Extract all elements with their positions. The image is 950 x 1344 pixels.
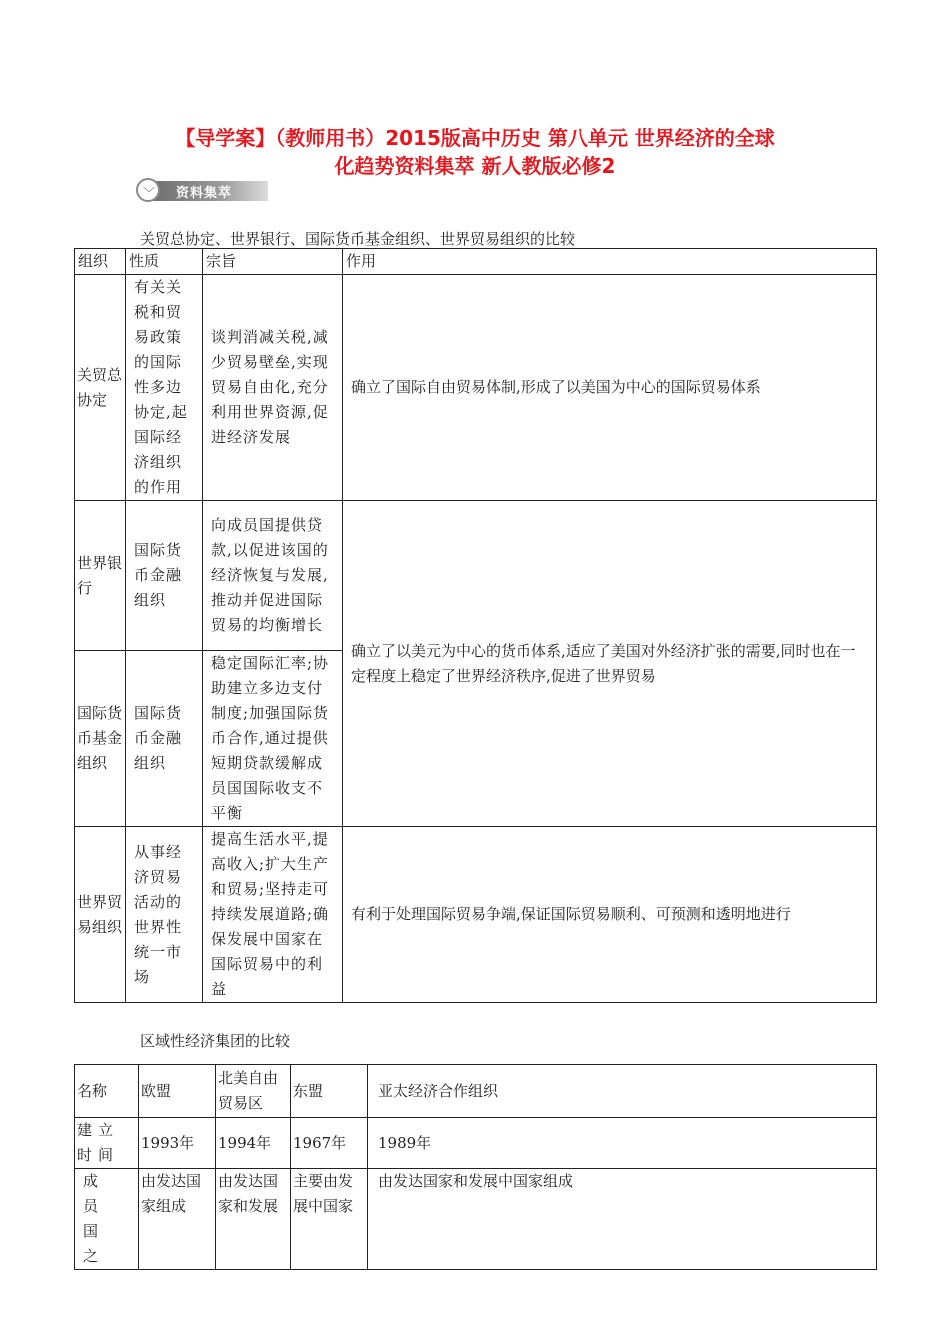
table-row [75, 827, 877, 1003]
nature-cell: 从事经济贸易活动的世界性统一市场 [126, 827, 203, 1003]
row-label: 成员国之 [75, 1169, 139, 1270]
table-row [75, 1169, 877, 1270]
header-cell: 名称 [75, 1065, 139, 1118]
regional-groups-table [74, 1064, 877, 1270]
table-cell: 由发达国家和发展中国家组成 [368, 1169, 877, 1270]
org-cell: 世界贸易组织 [75, 827, 126, 1003]
document-title-line-2: 化趋势资料集萃 新人教版必修2 [334, 154, 616, 178]
table-cell: 主要由发展中国家 [291, 1169, 368, 1270]
org-cell: 关贸总协定 [75, 275, 126, 501]
aim-cell: 提高生活水平,提高收入;扩大生产和贸易;坚持走可持续发展道路;确保发展中国家在国际贸易中的利益 [203, 827, 343, 1003]
row-label: 建立时间 [75, 1118, 139, 1169]
aim-cell: 谈判消减关税,减少贸易壁垒,实现贸易自由化,充分利用世界资源,促进经济发展 [203, 275, 343, 501]
header-cell: 东盟 [291, 1065, 368, 1118]
table-cell: 1994年 [216, 1118, 291, 1169]
header-cell: 组织 [75, 249, 126, 275]
table-header-row [75, 249, 877, 275]
table-row [75, 501, 877, 651]
effect-cell-shared: 确立了以美元为中心的货币体系,适应了美国对外经济扩张的需要,同时也在一定程度上稳定了世界经济秩序,促进了世界贸易 [343, 501, 877, 827]
banner-label: 资料集萃 [176, 186, 233, 201]
nature-cell: 国际货币金融组织 [126, 501, 203, 651]
effect-cell: 有利于处理国际贸易争端,保证国际贸易顺利、可预测和透明地进行 [343, 827, 877, 1003]
header-cell: 欧盟 [139, 1065, 216, 1118]
header-cell: 宗旨 [203, 249, 343, 275]
table-cell: 1993年 [139, 1118, 216, 1169]
org-cell: 世界银行 [75, 501, 126, 651]
organizations-comparison-table [74, 248, 877, 1003]
header-cell: 亚太经济合作组织 [368, 1065, 877, 1118]
effect-cell: 确立了国际自由贸易体制,形成了以美国为中心的国际贸易体系 [343, 275, 877, 501]
table2-caption: 区域性经济集团的比较 [140, 1032, 291, 1050]
table-cell: 由发达国家和发展 [216, 1169, 291, 1270]
header-cell: 性质 [126, 249, 203, 275]
aim-cell: 稳定国际汇率;协助建立多边支付制度;加强国际货币合作,通过提供短期贷款缓解成员国国际收支不平衡 [203, 651, 343, 827]
org-cell: 国际货币基金组织 [75, 651, 126, 827]
document-title-line-1: 【导学案】（教师用书）2015版高中历史 第八单元 世界经济的全球 [175, 126, 775, 150]
nature-cell: 有关关税和贸易政策的国际性多边协定,起国际经济组织的作用 [126, 275, 203, 501]
section-banner [136, 178, 268, 204]
aim-cell: 向成员国提供贷款,以促进该国的经济恢复与发展,推动并促进国际贸易的均衡增长 [203, 501, 343, 651]
chevron-down-icon: ﹀ [136, 178, 160, 202]
nature-cell: 国际货币金融组织 [126, 651, 203, 827]
table-cell: 1967年 [291, 1118, 368, 1169]
table1-caption: 关贸总协定、世界银行、国际货币基金组织、世界贸易组织的比较 [140, 230, 576, 248]
table-header-row [75, 1065, 877, 1118]
table-cell: 1989年 [368, 1118, 877, 1169]
header-cell: 作用 [343, 249, 877, 275]
table-row [75, 1118, 877, 1169]
table-row [75, 275, 877, 501]
table-cell: 由发达国家组成 [139, 1169, 216, 1270]
header-cell: 北美自由贸易区 [216, 1065, 291, 1118]
